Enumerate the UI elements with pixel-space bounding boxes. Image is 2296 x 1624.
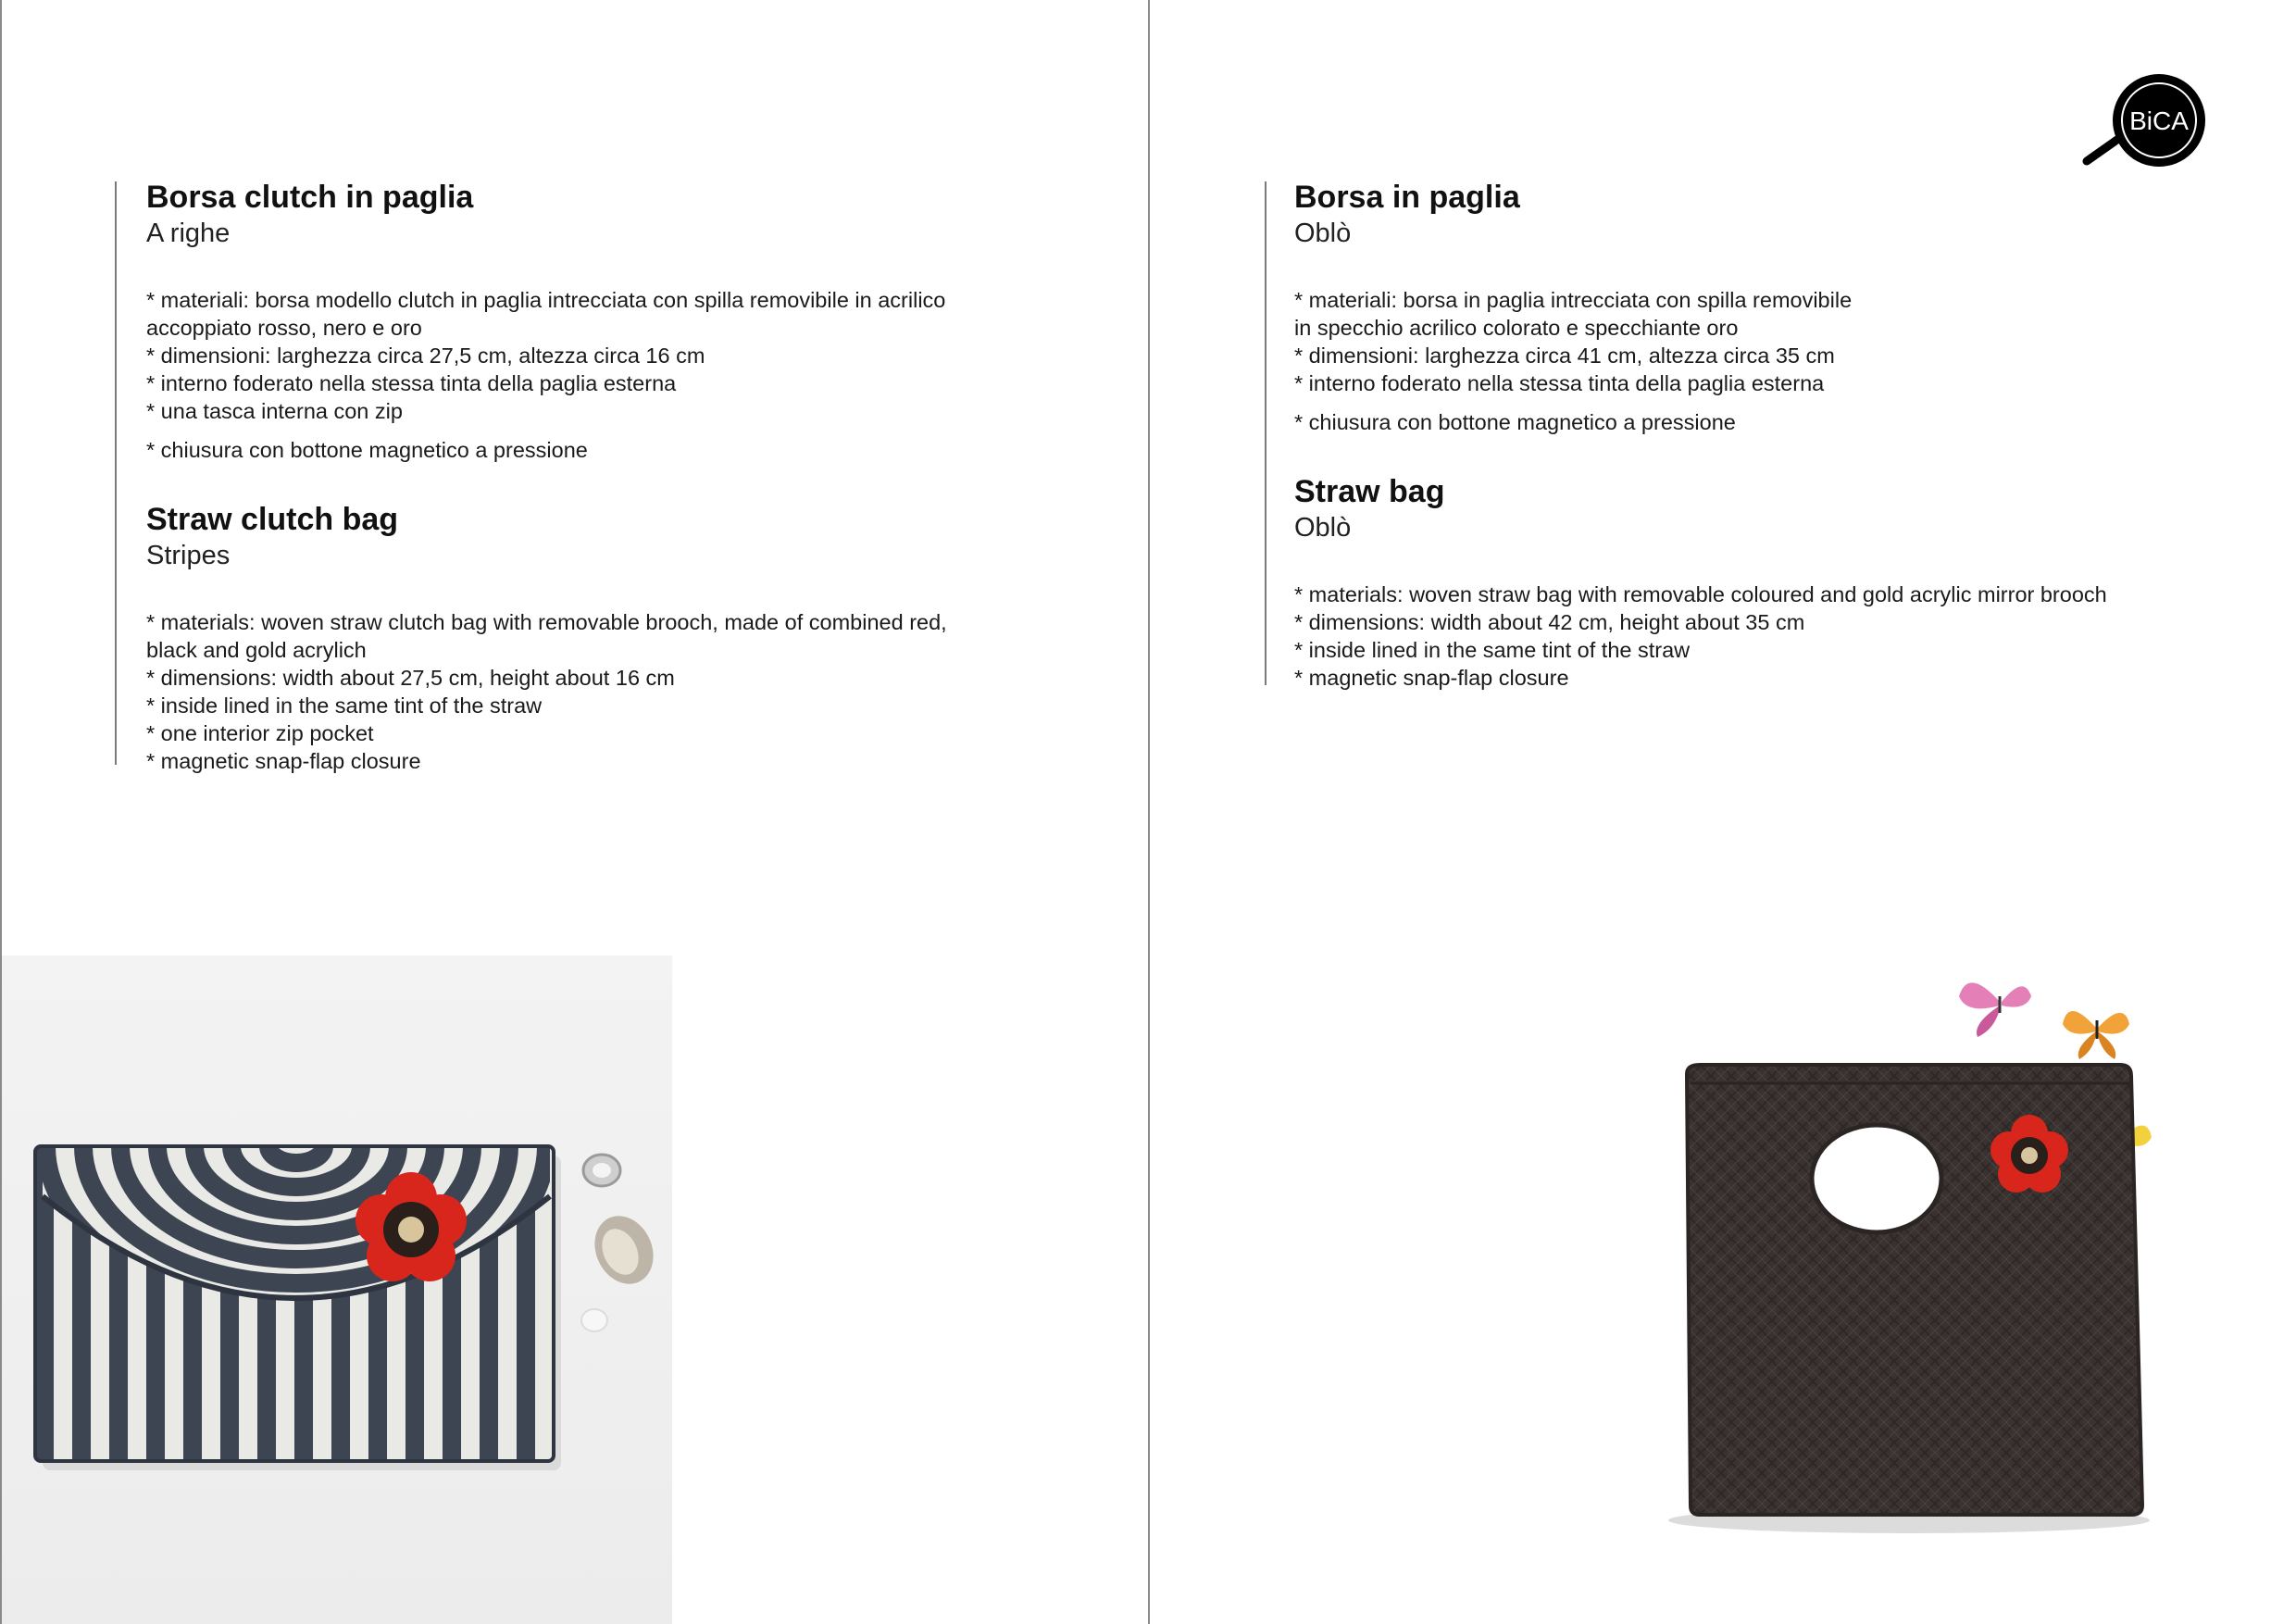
left-italian-subtitle: A righe	[146, 219, 231, 248]
right-italian-line-3: * dimensioni: larghezza circa 41 cm, altezza circa 35 cm	[1294, 344, 1835, 368]
left-italian-line-1: * materiali: borsa modello clutch in paglia intrecciata con spilla removibile in acrilico	[146, 288, 946, 312]
left-english-block	[146, 501, 947, 775]
right-english-line-1: * materials: woven straw bag with removable coloured and gold acrylic mirror brooch	[1294, 582, 2107, 606]
left-english-subtitle: Stripes	[146, 541, 231, 570]
right-english-line-2: * dimensions: width about 42 cm, height about 35 cm	[1294, 610, 1805, 634]
bica-logo	[2079, 72, 2209, 174]
left-english-line-2: black and gold acrylich	[146, 638, 367, 662]
striped-clutch-photo	[2, 956, 672, 1624]
right-english-subtitle: Oblò	[1294, 513, 1352, 543]
left-italian-closure: * chiusura con bottone magnetico a pressione	[146, 438, 588, 462]
right-english-line-4: * magnetic snap-flap closure	[1294, 666, 1569, 690]
right-english-block	[1294, 473, 2107, 692]
left-english-line-4: * inside lined in the same tint of the straw	[146, 693, 543, 718]
right-italian-line-2: in specchio acrilico colorato e specchiante oro	[1294, 316, 1739, 340]
right-english-line-3: * inside lined in the same tint of the straw	[1294, 638, 1691, 662]
pink-butterfly-icon	[1959, 982, 2031, 1037]
left-italian-line-5: * una tasca interna con zip	[146, 399, 403, 423]
orange-butterfly-icon	[2063, 1011, 2129, 1059]
right-italian-subtitle: Oblò	[1294, 219, 1352, 248]
right-italian-closure: * chiusura con bottone magnetico a pressione	[1294, 410, 1736, 434]
left-italian-line-4: * interno foderato nella stessa tinta della paglia esterna	[146, 371, 677, 395]
left-italian-line-3: * dimensioni: larghezza circa 27,5 cm, altezza circa 16 cm	[146, 344, 705, 368]
right-italian-block	[1294, 179, 1852, 436]
bica-logo-text: BiCA	[2129, 106, 2189, 135]
left-english-line-6: * magnetic snap-flap closure	[146, 749, 421, 773]
right-italian-line-4: * interno foderato nella stessa tinta della paglia esterna	[1294, 371, 1825, 395]
right-italian-title: Borsa in paglia	[1294, 180, 1520, 215]
brown-straw-bag-photo	[1650, 954, 2168, 1546]
left-english-line-5: * one interior zip pocket	[146, 721, 374, 745]
left-english-line-1: * materials: woven straw clutch bag with removable brooch, made of combined red,	[146, 610, 947, 634]
right-page	[1148, 0, 2296, 1624]
left-english-title: Straw clutch bag	[146, 502, 399, 537]
left-vertical-rule	[115, 181, 117, 765]
right-english-title: Straw bag	[1294, 474, 1445, 509]
right-italian-line-1: * materiali: borsa in paglia intrecciata con spilla removibile	[1294, 288, 1853, 312]
left-italian-block	[146, 179, 945, 464]
left-italian-line-2: accoppiato rosso, nero e oro	[146, 316, 422, 340]
left-italian-title: Borsa clutch in paglia	[146, 180, 474, 215]
right-vertical-rule	[1265, 181, 1267, 685]
left-english-line-3: * dimensions: width about 27,5 cm, height about 16 cm	[146, 666, 675, 690]
